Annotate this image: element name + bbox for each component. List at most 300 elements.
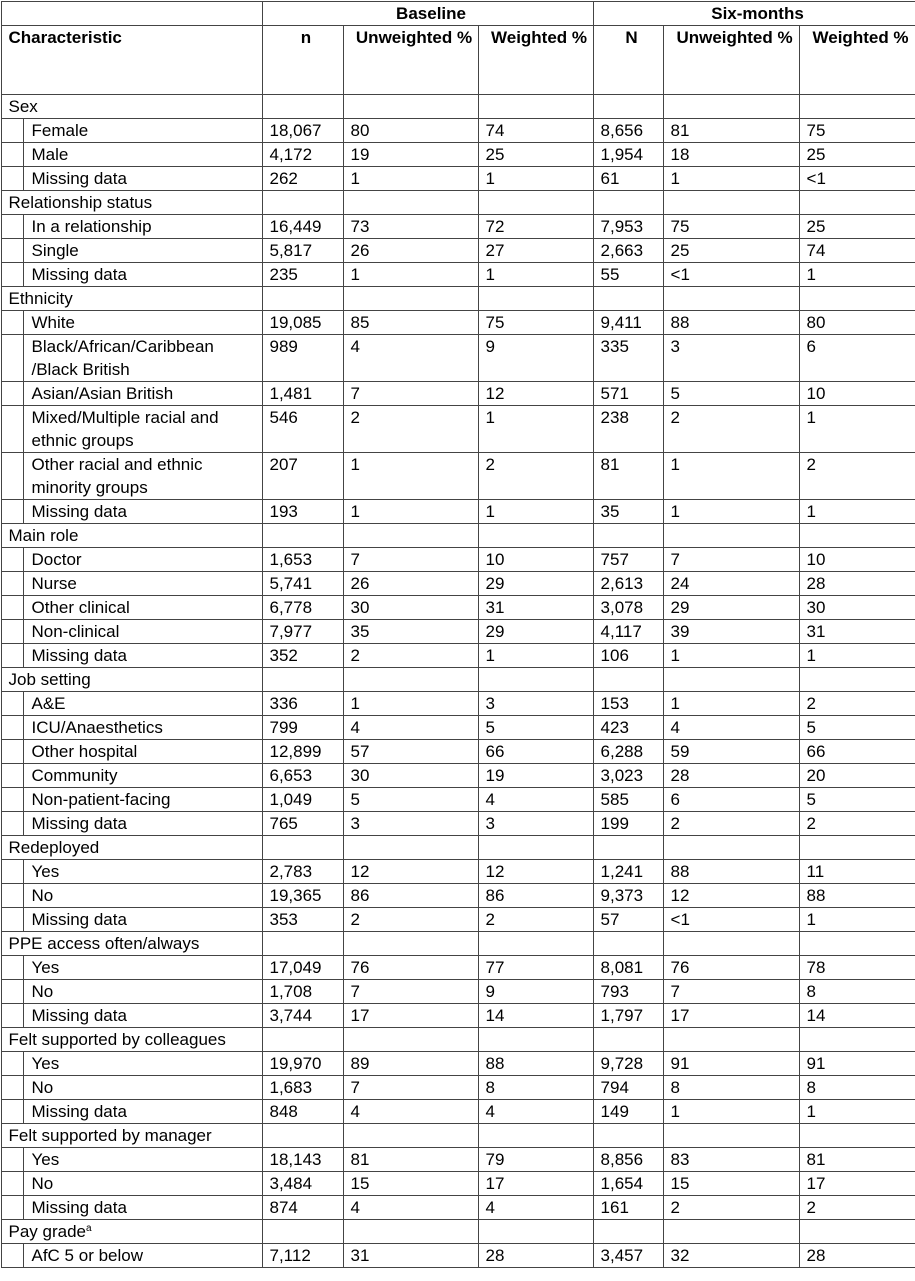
sixmonths-weighted-cell: 81 — [799, 1147, 915, 1171]
baseline-n-cell: 1,708 — [262, 979, 343, 1003]
empty-cell — [799, 931, 915, 955]
sixmonths-weighted-cell: 20 — [799, 763, 915, 787]
baseline-weighted-cell: 5 — [478, 715, 593, 739]
section-title-cell — [1, 94, 262, 118]
indent-cell — [1, 715, 23, 739]
sixmonths-weighted-cell: 5 — [799, 787, 915, 811]
table-row — [1, 1171, 915, 1195]
table-row — [1, 643, 915, 667]
baseline-unweighted-cell: 1 — [343, 166, 478, 190]
indent-cell — [1, 334, 23, 381]
sixmonths-weighted-cell: 25 — [799, 214, 915, 238]
baseline-weighted-cell: 4 — [478, 1099, 593, 1123]
section-title: Felt supported by colleagues — [9, 1030, 226, 1049]
sixmonths-weighted-cell: 1 — [799, 262, 915, 286]
table-row — [1, 715, 915, 739]
section-title-cell — [1, 190, 262, 214]
sixmonths-n-cell: 4,117 — [593, 619, 663, 643]
sixmonths-n-cell: 9,411 — [593, 310, 663, 334]
baseline-weighted-cell: 17 — [478, 1171, 593, 1195]
indent-cell — [1, 787, 23, 811]
sixmonths-weighted-cell: 31 — [799, 619, 915, 643]
baseline-unweighted-cell: 1 — [343, 262, 478, 286]
baseline-n-cell: 352 — [262, 643, 343, 667]
baseline-weighted-cell: 4 — [478, 787, 593, 811]
table-row — [1, 1099, 915, 1123]
sixmonths-n-cell: 81 — [593, 452, 663, 499]
row-label-cell: Missing data — [23, 166, 262, 190]
baseline-unweighted-cell: 2 — [343, 907, 478, 931]
sixmonths-n-cell: 571 — [593, 381, 663, 405]
sixmonths-weighted-cell: 1 — [799, 499, 915, 523]
sixmonths-weighted-cell: 8 — [799, 979, 915, 1003]
empty-cell — [262, 1027, 343, 1051]
row-label-cell: No — [23, 979, 262, 1003]
group-header-blank — [1, 1, 262, 25]
sixmonths-n-cell: 35 — [593, 499, 663, 523]
row-label-cell: Non-clinical — [23, 619, 262, 643]
empty-cell — [799, 1123, 915, 1147]
sixmonths-unweighted-cell: 2 — [663, 1195, 799, 1219]
baseline-unweighted-cell: 30 — [343, 595, 478, 619]
sixmonths-group-header: Six-months — [593, 1, 915, 25]
row-label-cell: A&E — [23, 691, 262, 715]
sixmonths-weighted-cell: 2 — [799, 1195, 915, 1219]
empty-cell — [262, 1219, 343, 1243]
indent-cell — [1, 452, 23, 499]
table-body — [1, 94, 915, 1267]
sixmonths-weighted-cell: 1 — [799, 907, 915, 931]
sixmonths-weighted-cell: <1 — [799, 166, 915, 190]
empty-cell — [663, 835, 799, 859]
sixmonths-unweighted-cell: 2 — [663, 811, 799, 835]
baseline-n-cell: 16,449 — [262, 214, 343, 238]
baseline-weighted-cell: 25 — [478, 142, 593, 166]
sixmonths-unweighted-cell: 1 — [663, 452, 799, 499]
section-title-cell — [1, 667, 262, 691]
baseline-weighted-cell: 2 — [478, 907, 593, 931]
sixmonths-n-cell: 61 — [593, 166, 663, 190]
sixmonths-n-cell: 238 — [593, 405, 663, 452]
sixmonths-weighted-cell: 2 — [799, 811, 915, 835]
baseline-n-cell: 848 — [262, 1099, 343, 1123]
indent-cell — [1, 1075, 23, 1099]
baseline-unweighted-cell: 7 — [343, 381, 478, 405]
indent-cell — [1, 405, 23, 452]
sixmonths-weighted-cell: 17 — [799, 1171, 915, 1195]
empty-cell — [593, 94, 663, 118]
indent-cell — [1, 691, 23, 715]
baseline-unweighted-cell: 81 — [343, 1147, 478, 1171]
section-header-row — [1, 190, 915, 214]
empty-cell — [343, 1027, 478, 1051]
empty-cell — [343, 286, 478, 310]
empty-cell — [262, 286, 343, 310]
empty-cell — [262, 190, 343, 214]
empty-cell — [593, 190, 663, 214]
sixmonths-n-column-header: N — [593, 25, 663, 94]
sixmonths-unweighted-cell: 88 — [663, 859, 799, 883]
sixmonths-unweighted-cell: 17 — [663, 1003, 799, 1027]
empty-cell — [799, 1027, 915, 1051]
group-header-row — [1, 1, 915, 25]
row-label-cell: Single — [23, 238, 262, 262]
indent-cell — [1, 547, 23, 571]
sixmonths-weighted-cell: 8 — [799, 1075, 915, 1099]
section-title: Felt supported by manager — [9, 1126, 212, 1145]
empty-cell — [262, 1123, 343, 1147]
baseline-n-cell: 235 — [262, 262, 343, 286]
baseline-unweighted-cell: 80 — [343, 118, 478, 142]
row-label-cell: Community — [23, 763, 262, 787]
baseline-unweighted-cell: 7 — [343, 1075, 478, 1099]
table-row — [1, 262, 915, 286]
empty-cell — [799, 190, 915, 214]
section-title: Job setting — [9, 670, 91, 689]
row-label-cell: White — [23, 310, 262, 334]
section-title: Redeployed — [9, 838, 100, 857]
baseline-n-cell: 5,817 — [262, 238, 343, 262]
row-label-cell: Nurse — [23, 571, 262, 595]
sixmonths-weighted-cell: 28 — [799, 571, 915, 595]
empty-cell — [663, 1123, 799, 1147]
indent-cell — [1, 1099, 23, 1123]
indent-cell — [1, 571, 23, 595]
empty-cell — [478, 835, 593, 859]
row-label-cell: Missing data — [23, 1003, 262, 1027]
baseline-weighted-column-header: Weighted % — [478, 25, 593, 94]
sixmonths-n-cell: 1,797 — [593, 1003, 663, 1027]
empty-cell — [799, 667, 915, 691]
baseline-n-cell: 18,143 — [262, 1147, 343, 1171]
row-label-cell: Missing data — [23, 643, 262, 667]
row-label-cell: Yes — [23, 859, 262, 883]
sixmonths-unweighted-cell: 91 — [663, 1051, 799, 1075]
indent-cell — [1, 619, 23, 643]
indent-cell — [1, 1003, 23, 1027]
section-header-row — [1, 1219, 915, 1243]
empty-cell — [343, 931, 478, 955]
baseline-n-cell: 19,970 — [262, 1051, 343, 1075]
sixmonths-unweighted-cell: 12 — [663, 883, 799, 907]
baseline-n-cell: 1,481 — [262, 381, 343, 405]
baseline-weighted-cell: 29 — [478, 619, 593, 643]
empty-cell — [593, 1219, 663, 1243]
indent-cell — [1, 739, 23, 763]
empty-cell — [478, 931, 593, 955]
table-row — [1, 334, 915, 381]
row-label-cell: Doctor — [23, 547, 262, 571]
row-label-cell: In a relationship — [23, 214, 262, 238]
sixmonths-n-cell: 149 — [593, 1099, 663, 1123]
table-row — [1, 1003, 915, 1027]
baseline-unweighted-cell: 7 — [343, 547, 478, 571]
baseline-weighted-cell: 72 — [478, 214, 593, 238]
section-title: Ethnicity — [9, 289, 73, 308]
table-row — [1, 979, 915, 1003]
baseline-weighted-cell: 14 — [478, 1003, 593, 1027]
sixmonths-n-cell: 9,728 — [593, 1051, 663, 1075]
indent-cell — [1, 166, 23, 190]
indent-cell — [1, 1051, 23, 1075]
table-row — [1, 691, 915, 715]
empty-cell — [799, 523, 915, 547]
empty-cell — [478, 286, 593, 310]
sixmonths-unweighted-cell: 8 — [663, 1075, 799, 1099]
indent-cell — [1, 499, 23, 523]
sixmonths-unweighted-cell: 24 — [663, 571, 799, 595]
row-label-cell: No — [23, 1171, 262, 1195]
section-title: Main role — [9, 526, 79, 545]
sixmonths-weighted-cell: 1 — [799, 405, 915, 452]
empty-cell — [478, 667, 593, 691]
baseline-unweighted-cell: 2 — [343, 405, 478, 452]
baseline-n-column-header: n — [262, 25, 343, 94]
sixmonths-unweighted-cell: 2 — [663, 405, 799, 452]
sixmonths-weighted-cell: 30 — [799, 595, 915, 619]
empty-cell — [262, 667, 343, 691]
indent-cell — [1, 381, 23, 405]
section-title-cell — [1, 1027, 262, 1051]
sixmonths-weighted-cell: 80 — [799, 310, 915, 334]
row-label-cell: No — [23, 1075, 262, 1099]
row-label-cell: Yes — [23, 1051, 262, 1075]
sixmonths-n-cell: 9,373 — [593, 883, 663, 907]
baseline-weighted-cell: 74 — [478, 118, 593, 142]
table-row — [1, 547, 915, 571]
sixmonths-n-cell: 757 — [593, 547, 663, 571]
row-label-cell: AfC 5 or below — [23, 1243, 262, 1267]
sixmonths-n-cell: 3,078 — [593, 595, 663, 619]
indent-cell — [1, 118, 23, 142]
baseline-n-cell: 989 — [262, 334, 343, 381]
sixmonths-n-cell: 8,656 — [593, 118, 663, 142]
baseline-n-cell: 799 — [262, 715, 343, 739]
baseline-weighted-cell: 27 — [478, 238, 593, 262]
baseline-n-cell: 17,049 — [262, 955, 343, 979]
table-row — [1, 1195, 915, 1219]
baseline-n-cell: 1,653 — [262, 547, 343, 571]
baseline-weighted-cell: 12 — [478, 381, 593, 405]
baseline-n-cell: 6,653 — [262, 763, 343, 787]
table-row — [1, 619, 915, 643]
empty-cell — [663, 1219, 799, 1243]
indent-cell — [1, 1195, 23, 1219]
empty-cell — [343, 523, 478, 547]
row-label-cell: ICU/Anaesthetics — [23, 715, 262, 739]
sixmonths-n-cell: 1,654 — [593, 1171, 663, 1195]
table-row — [1, 452, 915, 499]
row-label-cell: Missing data — [23, 907, 262, 931]
row-label-cell: Asian/Asian British — [23, 381, 262, 405]
table-row — [1, 214, 915, 238]
indent-cell — [1, 907, 23, 931]
empty-cell — [343, 1123, 478, 1147]
baseline-n-cell: 4,172 — [262, 142, 343, 166]
empty-cell — [343, 1219, 478, 1243]
section-title: Sex — [9, 97, 38, 116]
baseline-weighted-cell: 75 — [478, 310, 593, 334]
indent-cell — [1, 859, 23, 883]
baseline-n-cell: 1,683 — [262, 1075, 343, 1099]
baseline-unweighted-cell: 4 — [343, 715, 478, 739]
sixmonths-n-cell: 3,023 — [593, 763, 663, 787]
baseline-unweighted-cell: 19 — [343, 142, 478, 166]
table-row — [1, 1147, 915, 1171]
sixmonths-unweighted-cell: 88 — [663, 310, 799, 334]
baseline-unweighted-cell: 26 — [343, 238, 478, 262]
sixmonths-n-cell: 7,953 — [593, 214, 663, 238]
empty-cell — [663, 1027, 799, 1051]
sixmonths-weighted-cell: 25 — [799, 142, 915, 166]
baseline-weighted-cell: 3 — [478, 811, 593, 835]
sixmonths-unweighted-cell: 15 — [663, 1171, 799, 1195]
table-row — [1, 859, 915, 883]
empty-cell — [478, 1027, 593, 1051]
indent-cell — [1, 142, 23, 166]
baseline-unweighted-cell: 4 — [343, 334, 478, 381]
empty-cell — [663, 190, 799, 214]
row-label-cell: Yes — [23, 955, 262, 979]
baseline-unweighted-cell: 73 — [343, 214, 478, 238]
sixmonths-unweighted-cell: 39 — [663, 619, 799, 643]
empty-cell — [799, 94, 915, 118]
sixmonths-n-cell: 6,288 — [593, 739, 663, 763]
baseline-unweighted-cell: 1 — [343, 452, 478, 499]
empty-cell — [799, 286, 915, 310]
baseline-n-cell: 3,484 — [262, 1171, 343, 1195]
sixmonths-n-cell: 1,954 — [593, 142, 663, 166]
sixmonths-n-cell: 106 — [593, 643, 663, 667]
sixmonths-unweighted-cell: 4 — [663, 715, 799, 739]
section-title-cell — [1, 523, 262, 547]
sixmonths-weighted-cell: 11 — [799, 859, 915, 883]
sixmonths-weighted-cell: 74 — [799, 238, 915, 262]
sixmonths-n-cell: 793 — [593, 979, 663, 1003]
section-title-cell — [1, 1219, 262, 1243]
section-header-row — [1, 94, 915, 118]
empty-cell — [593, 667, 663, 691]
sixmonths-n-cell: 161 — [593, 1195, 663, 1219]
sixmonths-unweighted-cell: 1 — [663, 1099, 799, 1123]
row-label-cell: No — [23, 883, 262, 907]
baseline-n-cell: 7,977 — [262, 619, 343, 643]
sixmonths-n-cell: 3,457 — [593, 1243, 663, 1267]
table-row — [1, 1051, 915, 1075]
sixmonths-weighted-cell: 88 — [799, 883, 915, 907]
sixmonths-unweighted-cell: 1 — [663, 691, 799, 715]
empty-cell — [663, 523, 799, 547]
baseline-unweighted-cell: 1 — [343, 691, 478, 715]
sixmonths-weighted-cell: 14 — [799, 1003, 915, 1027]
baseline-n-cell: 336 — [262, 691, 343, 715]
baseline-n-cell: 353 — [262, 907, 343, 931]
sixmonths-weighted-cell: 10 — [799, 547, 915, 571]
empty-cell — [593, 835, 663, 859]
empty-cell — [799, 835, 915, 859]
sixmonths-unweighted-cell: 1 — [663, 166, 799, 190]
table-row — [1, 787, 915, 811]
indent-cell — [1, 238, 23, 262]
empty-cell — [478, 1219, 593, 1243]
sixmonths-n-cell: 794 — [593, 1075, 663, 1099]
sixmonths-weighted-cell: 28 — [799, 1243, 915, 1267]
table-row — [1, 118, 915, 142]
sixmonths-unweighted-cell: 6 — [663, 787, 799, 811]
empty-cell — [478, 94, 593, 118]
baseline-weighted-cell: 1 — [478, 643, 593, 667]
baseline-n-cell: 765 — [262, 811, 343, 835]
baseline-weighted-cell: 29 — [478, 571, 593, 595]
baseline-weighted-cell: 4 — [478, 1195, 593, 1219]
sixmonths-n-cell: 423 — [593, 715, 663, 739]
baseline-weighted-cell: 66 — [478, 739, 593, 763]
characteristics-table — [1, 1, 915, 1268]
empty-cell — [343, 94, 478, 118]
baseline-n-cell: 1,049 — [262, 787, 343, 811]
row-label-cell: Other racial and ethnic minority groups — [23, 452, 262, 499]
indent-cell — [1, 1243, 23, 1267]
baseline-n-cell: 874 — [262, 1195, 343, 1219]
baseline-n-cell: 546 — [262, 405, 343, 452]
empty-cell — [262, 94, 343, 118]
sixmonths-unweighted-cell: <1 — [663, 262, 799, 286]
table-row — [1, 381, 915, 405]
characteristic-column-header: Characteristic — [1, 25, 262, 94]
baseline-unweighted-cell: 15 — [343, 1171, 478, 1195]
baseline-unweighted-cell: 5 — [343, 787, 478, 811]
indent-cell — [1, 262, 23, 286]
table-row — [1, 763, 915, 787]
sixmonths-n-cell: 8,856 — [593, 1147, 663, 1171]
baseline-unweighted-cell: 4 — [343, 1195, 478, 1219]
baseline-weighted-cell: 88 — [478, 1051, 593, 1075]
table-row — [1, 310, 915, 334]
baseline-n-cell: 19,085 — [262, 310, 343, 334]
indent-cell — [1, 763, 23, 787]
row-label-cell: Missing data — [23, 811, 262, 835]
indent-cell — [1, 811, 23, 835]
table-row — [1, 907, 915, 931]
sixmonths-unweighted-cell: 28 — [663, 763, 799, 787]
baseline-unweighted-cell: 2 — [343, 643, 478, 667]
baseline-unweighted-cell: 4 — [343, 1099, 478, 1123]
table-row — [1, 499, 915, 523]
baseline-weighted-cell: 8 — [478, 1075, 593, 1099]
section-header-row — [1, 286, 915, 310]
baseline-weighted-cell: 2 — [478, 452, 593, 499]
empty-cell — [262, 931, 343, 955]
table-row — [1, 811, 915, 835]
row-label-cell: Male — [23, 142, 262, 166]
column-header-row — [1, 25, 915, 94]
sixmonths-unweighted-cell: 32 — [663, 1243, 799, 1267]
sixmonths-n-cell: 2,663 — [593, 238, 663, 262]
row-label-cell: Other clinical — [23, 595, 262, 619]
table-row — [1, 595, 915, 619]
sixmonths-unweighted-cell: 59 — [663, 739, 799, 763]
row-label-cell: Non-patient-facing — [23, 787, 262, 811]
sixmonths-unweighted-cell: 81 — [663, 118, 799, 142]
baseline-unweighted-cell: 3 — [343, 811, 478, 835]
sixmonths-weighted-cell: 66 — [799, 739, 915, 763]
sixmonths-weighted-cell: 2 — [799, 452, 915, 499]
sixmonths-unweighted-cell: 7 — [663, 547, 799, 571]
section-header-row — [1, 931, 915, 955]
table-row — [1, 166, 915, 190]
sixmonths-weighted-cell: 5 — [799, 715, 915, 739]
indent-cell — [1, 955, 23, 979]
